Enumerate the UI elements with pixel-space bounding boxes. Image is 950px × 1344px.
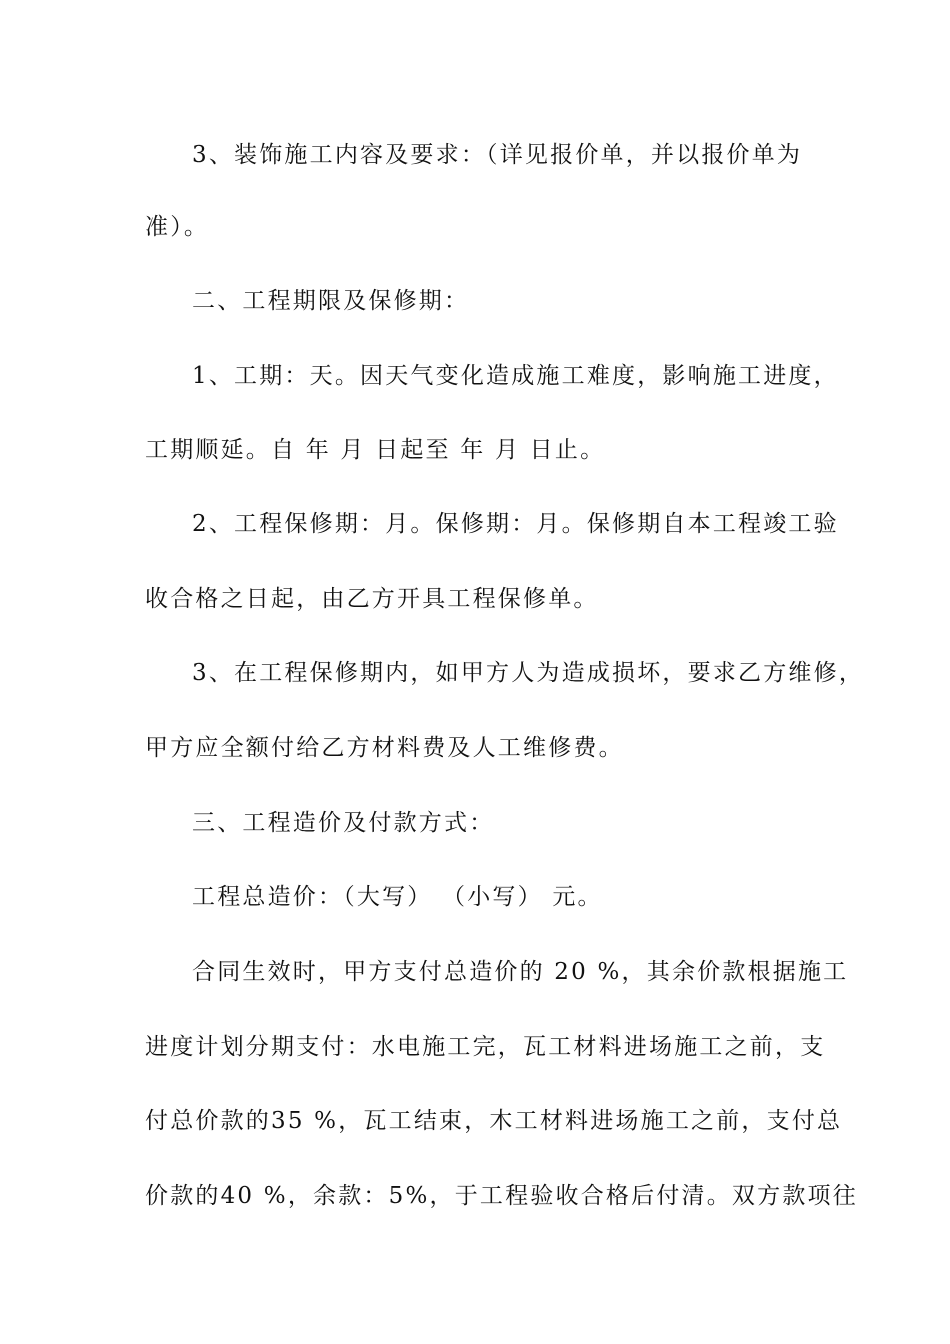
text-line: 1、工期：天。因天气变化造成施工难度，影响施工进度， xyxy=(192,363,839,389)
text-line: 收合格之日起，由乙方开具工程保修单。 xyxy=(145,586,599,612)
text-line: 3、装饰施工内容及要求：（详见报价单，并以报价单为 xyxy=(192,142,803,168)
section-heading: 三、工程造价及付款方式： xyxy=(192,810,495,836)
text-line: 付总价款的35 %，瓦工结束，木工材料进场施工之前，支付总 xyxy=(145,1108,843,1134)
section-heading: 二、工程期限及保修期： xyxy=(192,288,470,314)
text-line: 3、在工程保修期内，如甲方人为造成损坏，要求乙方维修， xyxy=(192,660,865,686)
text-line: 价款的40 %，余款：5%，于工程验收合格后付清。双方款项往 xyxy=(145,1183,858,1209)
text-line: 2、工程保修期：月。保修期：月。保修期自本工程竣工验 xyxy=(192,511,839,537)
text-line: 合同生效时，甲方支付总造价的 20 %，其余价款根据施工 xyxy=(192,959,849,985)
text-line: 工期顺延。自 年 月 日起至 年 月 日止。 xyxy=(145,437,606,463)
text-line: 进度计划分期支付：水电施工完，瓦工材料进场施工之前，支 xyxy=(145,1034,826,1060)
text-line: 工程总造价：（大写） （小写） 元。 xyxy=(192,884,603,910)
text-line: 甲方应全额付给乙方材料费及人工维修费。 xyxy=(145,735,624,761)
text-line: 准）。 xyxy=(145,214,210,240)
